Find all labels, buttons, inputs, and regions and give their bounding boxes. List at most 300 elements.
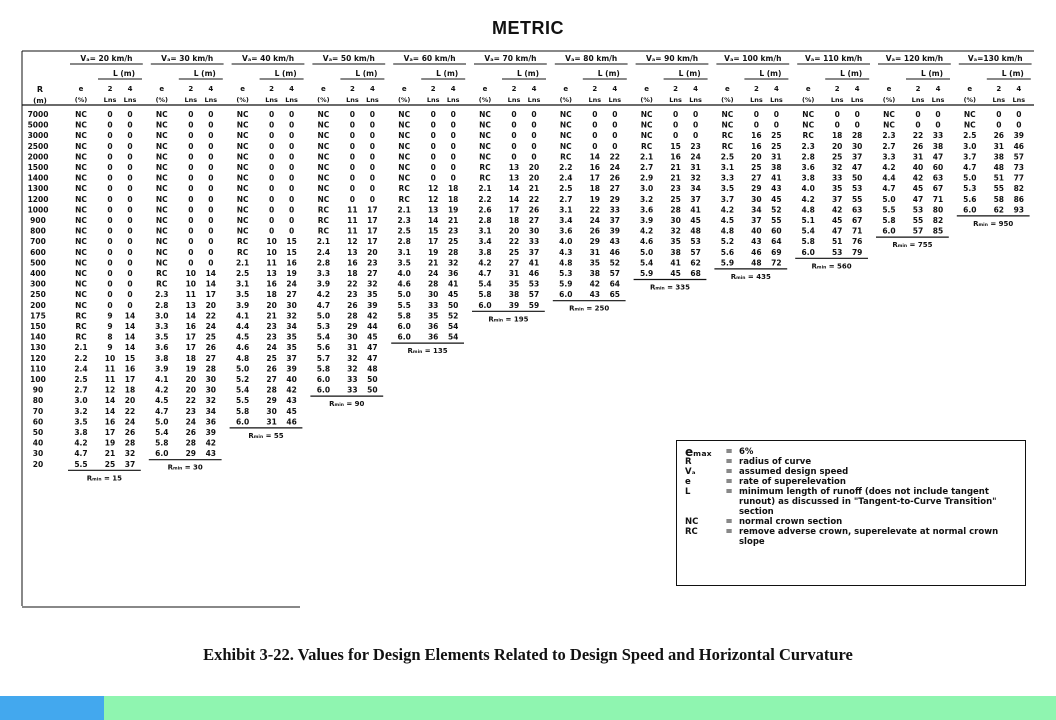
two-lane-runoff-value: 0 [107, 269, 113, 278]
two-lane-runoff-value: 22 [508, 237, 520, 247]
four-lane-runoff-value: 24 [286, 279, 297, 289]
two-lane-runoff-value: 0 [107, 141, 113, 151]
two-lane-runoff-value: 20 [751, 152, 762, 162]
superelevation-unit-header: (%) [236, 96, 249, 104]
four-lane-runoff-value: 68 [690, 269, 701, 278]
four-lane-runoff-value: 52 [771, 205, 782, 215]
two-lane-runoff-value: 27 [266, 375, 277, 384]
legend-symbol: e [685, 477, 691, 487]
four-lane-runoff-value: 0 [288, 226, 295, 236]
superelevation-value: 3.3 [155, 322, 169, 331]
four-lane-runoff-value: 0 [854, 110, 860, 119]
legend-equals: = [725, 477, 733, 487]
two-lane-runoff-value: 11 [104, 375, 116, 384]
four-lane-runoff-value: 86 [1013, 194, 1025, 204]
two-lane-runoff-value: 62 [993, 205, 1005, 215]
superelevation-value: 3.8 [801, 173, 815, 183]
rmin-label: Rₘᵢₙ = 15 [86, 474, 123, 483]
four-lane-runoff-value: 37 [286, 353, 297, 363]
two-lane-runoff-value: 26 [993, 131, 1005, 141]
four-lane-runoff-value: 22 [205, 311, 217, 321]
radius-value: 50 [32, 428, 44, 437]
two-lane-runoff-value: 51 [993, 173, 1005, 183]
four-lane-runoff-value: 0 [127, 110, 133, 119]
four-lane-runoff-value: 62 [690, 258, 701, 268]
two-lane-runoff-value: 33 [347, 385, 358, 395]
four-lane-runoff-value: 0 [127, 226, 133, 236]
footer-band-left [0, 696, 104, 720]
two-lane-runoff-value: 16 [751, 141, 762, 151]
rmin-label: Rₘᵢₙ = 30 [167, 463, 203, 472]
two-lane-runoff-value: 37 [751, 216, 762, 225]
two-lane-runoff-value: 23 [185, 406, 197, 416]
radius-value: 7000 [27, 110, 49, 119]
superelevation-value: NC [802, 120, 815, 130]
superelevation-value: 5.9 [559, 279, 573, 289]
superelevation-value: NC [75, 279, 87, 289]
two-lane-runoff-value: 0 [268, 205, 275, 215]
two-lane-runoff-value: 34 [751, 205, 762, 215]
superelevation-value: RC [75, 332, 87, 342]
four-lane-runoff-value: 22 [528, 194, 540, 204]
four-lane-runoff-value: 43 [286, 396, 297, 406]
superelevation-value: RC [479, 173, 491, 183]
four-lane-runoff-value: 22 [609, 152, 621, 162]
two-lane-unit-header: Lns [750, 96, 763, 104]
four-lane-runoff-value: 67 [851, 216, 863, 225]
superelevation-value: 2.1 [235, 258, 250, 268]
two-lane-runoff-value: 28 [185, 438, 197, 448]
superelevation-value: NC [398, 120, 411, 130]
superelevation-value: 5.0 [155, 417, 169, 427]
superelevation-value: 3.1 [478, 226, 492, 236]
rmin-label: Rₘᵢₙ = 560 [811, 262, 852, 271]
superelevation-value: 5.4 [235, 385, 250, 395]
four-lane-runoff-value: 0 [127, 131, 133, 141]
superelevation-unit-header: (%) [882, 96, 896, 104]
speed-header: Vₐ= 90 km/h [645, 54, 699, 63]
two-lane-runoff-value: 14 [427, 216, 439, 225]
four-lane-runoff-value: 18 [447, 194, 459, 204]
four-lane-runoff-value: 69 [771, 247, 782, 257]
superelevation-value: NC [75, 237, 87, 247]
radius-value: 800 [30, 226, 46, 236]
two-lane-runoff-value: 25 [104, 459, 116, 469]
superelevation-value: 5.8 [882, 216, 896, 225]
two-lane-runoff-value: 21 [266, 311, 277, 321]
four-lane-runoff-value: 82 [932, 216, 944, 225]
four-lane-runoff-value: 25 [447, 237, 459, 247]
speed-header: Vₐ= 120 km/h [885, 54, 944, 63]
radius-value: 100 [30, 375, 46, 384]
four-lane-runoff-value: 22 [124, 406, 136, 416]
four-lane-runoff-value: 0 [612, 131, 618, 141]
two-lane-runoff-value: 23 [266, 332, 277, 342]
four-lane-runoff-value: 0 [288, 110, 295, 119]
superelevation-value: 4.5 [720, 216, 735, 225]
two-lane-runoff-value: 0 [188, 152, 194, 162]
superelevation-value: 2.1 [74, 343, 88, 353]
two-lane-runoff-value: 0 [107, 300, 113, 310]
superelevation-value: NC [317, 184, 330, 194]
four-lane-runoff-value: 67 [932, 184, 944, 194]
four-lane-runoff-value: 0 [208, 173, 214, 183]
two-lane-runoff-value: 0 [188, 216, 194, 225]
two-lane-runoff-value: 11 [266, 258, 277, 268]
four-lane-runoff-value: 42 [367, 311, 378, 321]
two-lane-runoff-value: 58 [993, 194, 1005, 204]
superelevation-value: NC [721, 120, 734, 130]
four-lane-runoff-value: 42 [205, 438, 217, 448]
radius-value: 1200 [27, 194, 49, 204]
superelevation-value: RC [398, 184, 410, 194]
superelevation-value: NC [398, 110, 411, 119]
superelevation-value: RC [479, 163, 491, 172]
two-lane-runoff-value: 20 [185, 385, 197, 395]
superelevation-value: RC [75, 311, 87, 321]
legend-equals: = [725, 457, 733, 467]
four-lane-runoff-value: 0 [450, 152, 456, 162]
four-lane-runoff-value: 0 [369, 194, 376, 204]
four-lane-runoff-value: 27 [609, 184, 621, 194]
four-lane-runoff-value: 0 [127, 120, 133, 130]
four-lane-runoff-value: 0 [935, 120, 941, 130]
two-lane-runoff-value: 9 [107, 322, 113, 331]
two-lane-runoff-value: 0 [430, 141, 436, 151]
two-lane-runoff-value: 11 [104, 364, 116, 374]
four-lane-runoff-value: 0 [288, 216, 295, 225]
two-lane-runoff-value: 33 [347, 375, 358, 384]
two-lane-runoff-value: 38 [508, 290, 520, 300]
four-lane-runoff-value: 14 [205, 279, 217, 289]
two-lane-runoff-value: 0 [349, 194, 356, 204]
four-lane-runoff-value: 28 [851, 131, 863, 141]
two-lane-header: 2 [511, 85, 517, 93]
two-lane-runoff-value: 0 [511, 110, 517, 119]
superelevation-value: NC [236, 205, 249, 215]
four-lane-runoff-value: 26 [205, 343, 217, 353]
superelevation-value: 5.0 [963, 173, 977, 183]
two-lane-runoff-value: 0 [107, 258, 113, 268]
legend-row [685, 517, 1017, 527]
superelevation-value: 3.0 [74, 396, 88, 406]
two-lane-runoff-value: 18 [831, 131, 843, 141]
four-lane-runoff-value: 41 [447, 279, 459, 289]
superelevation-value: NC [236, 226, 249, 236]
superelevation-value: NC [963, 110, 976, 119]
four-lane-runoff-value: 0 [208, 205, 214, 215]
runoff-length-header: L (m) [1001, 69, 1024, 78]
two-lane-runoff-value: 12 [347, 237, 358, 247]
four-lane-runoff-value: 24 [609, 163, 621, 172]
four-lane-runoff-value: 82 [1013, 184, 1025, 194]
two-lane-runoff-value: 45 [912, 184, 924, 194]
rmin-label: Rₘᵢₙ = 135 [407, 347, 448, 356]
four-lane-runoff-value: 37 [851, 152, 863, 162]
two-lane-runoff-value: 48 [751, 258, 762, 268]
superelevation-value: NC [236, 173, 249, 183]
superelevation-value: RC [317, 226, 330, 236]
superelevation-value: 2.5 [559, 184, 573, 194]
superelevation-value: 5.7 [316, 353, 331, 363]
legend-row [685, 527, 1017, 547]
four-lane-unit-header: Lns [123, 96, 137, 104]
four-lane-runoff-value: 0 [773, 110, 780, 119]
four-lane-runoff-value: 55 [851, 194, 863, 204]
superelevation-unit-header: (%) [721, 96, 734, 104]
rmin-label: Rₘᵢₙ = 435 [730, 272, 771, 281]
four-lane-runoff-value: 0 [127, 216, 133, 225]
two-lane-runoff-value: 33 [427, 300, 439, 310]
rmin-label: Rₘᵢₙ = 55 [248, 431, 284, 440]
superelevation-value: 3.8 [74, 428, 88, 437]
two-lane-runoff-value: 38 [589, 269, 601, 278]
two-lane-runoff-value: 25 [670, 194, 681, 204]
two-lane-runoff-value: 55 [912, 216, 924, 225]
radius-value: 250 [30, 290, 46, 300]
runoff-length-header: L (m) [840, 69, 863, 78]
two-lane-runoff-value: 0 [107, 163, 113, 172]
four-lane-runoff-value: 0 [127, 279, 133, 289]
two-lane-runoff-value: 0 [996, 110, 1002, 119]
four-lane-runoff-value: 27 [367, 269, 378, 278]
superelevation-value: 3.6 [801, 163, 815, 172]
four-lane-runoff-value: 45 [367, 332, 378, 342]
superelevation-value: NC [479, 120, 491, 130]
legend-description: assumed design speed [739, 467, 849, 477]
two-lane-runoff-value: 0 [672, 120, 679, 130]
four-lane-runoff-value: 0 [208, 141, 214, 151]
two-lane-runoff-value: 30 [751, 194, 762, 204]
two-lane-runoff-value: 39 [508, 300, 520, 310]
four-lane-runoff-value: 16 [124, 364, 136, 374]
superelevation-value: 5.4 [801, 226, 815, 236]
two-lane-runoff-value: 0 [268, 184, 275, 194]
superelevation-value: NC [883, 120, 895, 130]
radius-value: 70 [32, 406, 44, 416]
legend-emax-row [685, 447, 1017, 457]
four-lane-runoff-value: 0 [208, 110, 214, 119]
superelevation-value: 2.4 [74, 364, 88, 374]
runoff-length-header: L (m) [112, 69, 136, 78]
four-lane-runoff-value: 14 [124, 343, 136, 353]
superelevation-value: RC [721, 141, 734, 151]
two-lane-header: 2 [592, 85, 598, 93]
radius-value: 30 [32, 449, 44, 459]
superelevation-value: 4.2 [478, 258, 492, 268]
legend-symbol: RC [685, 527, 698, 537]
legend-row [685, 457, 1017, 467]
two-lane-runoff-value: 32 [347, 353, 358, 363]
two-lane-runoff-value: 0 [349, 152, 356, 162]
two-lane-runoff-value: 57 [912, 226, 924, 236]
four-lane-runoff-value: 0 [450, 173, 456, 183]
superelevation-value: 3.6 [639, 205, 654, 215]
two-lane-runoff-value: 0 [430, 173, 436, 183]
four-lane-unit-header: Lns [1012, 96, 1026, 104]
superelevation-value: NC [155, 163, 168, 172]
four-lane-runoff-value: 15 [124, 353, 136, 363]
two-lane-runoff-value: 23 [347, 290, 358, 300]
four-lane-runoff-value: 0 [369, 120, 376, 130]
two-lane-unit-header: Lns [507, 96, 521, 104]
four-lane-runoff-value: 41 [690, 205, 701, 215]
four-lane-runoff-value: 29 [609, 194, 621, 204]
two-lane-runoff-value: 0 [188, 163, 194, 172]
two-lane-runoff-value: 41 [670, 258, 681, 268]
superelevation-value: 6.0 [235, 417, 250, 427]
two-lane-runoff-value: 21 [670, 173, 681, 183]
two-lane-runoff-value: 19 [104, 438, 116, 448]
four-lane-runoff-value: 45 [771, 194, 782, 204]
superelevation-value: 3.3 [720, 173, 735, 183]
four-lane-runoff-value: 0 [612, 110, 618, 119]
four-lane-unit-header: Lns [446, 96, 460, 104]
superelevation-value: RC [75, 322, 87, 331]
superelevation-value: 3.8 [155, 353, 169, 363]
radius-value: 600 [30, 247, 46, 257]
superelevation-value: NC [75, 194, 87, 204]
two-lane-runoff-value: 35 [508, 279, 520, 289]
superelevation-value: 2.8 [801, 152, 815, 162]
two-lane-runoff-value: 0 [188, 194, 194, 204]
two-lane-runoff-value: 0 [915, 110, 921, 119]
four-lane-runoff-value: 20 [528, 163, 540, 172]
superelevation-value: 4.8 [235, 353, 250, 363]
four-lane-runoff-value: 0 [288, 141, 295, 151]
four-lane-runoff-value: 0 [208, 258, 214, 268]
two-lane-runoff-value: 0 [753, 110, 760, 119]
superelevation-value: NC [75, 226, 87, 236]
superelevation-value: NC [802, 110, 815, 119]
four-lane-runoff-value: 0 [127, 258, 133, 268]
two-lane-unit-header: Lns [346, 96, 359, 104]
two-lane-runoff-value: 22 [185, 396, 197, 406]
four-lane-header: 4 [693, 85, 699, 93]
superelevation-header: e [78, 85, 84, 93]
radius-value: 90 [32, 385, 44, 395]
two-lane-runoff-value: 35 [831, 184, 843, 194]
superelevation-value: NC [75, 269, 87, 278]
radius-value: 2500 [27, 141, 49, 151]
two-lane-header: 2 [349, 85, 355, 93]
superelevation-header: e [321, 85, 326, 93]
two-lane-runoff-value: 0 [349, 173, 356, 183]
four-lane-runoff-value: 15 [286, 237, 297, 247]
four-lane-runoff-value: 0 [288, 194, 295, 204]
two-lane-runoff-value: 30 [427, 290, 439, 300]
superelevation-value: 3.7 [963, 152, 977, 162]
four-lane-runoff-value: 0 [369, 173, 376, 183]
four-lane-runoff-value: 39 [286, 364, 297, 374]
runoff-length-header: L (m) [193, 69, 216, 78]
four-lane-runoff-value: 59 [528, 300, 540, 310]
two-lane-runoff-value: 0 [268, 173, 275, 183]
two-lane-runoff-value: 0 [188, 141, 194, 151]
superelevation-value: RC [236, 247, 249, 257]
superelevation-value: NC [317, 194, 330, 204]
two-lane-runoff-value: 28 [347, 311, 358, 321]
two-lane-runoff-value: 31 [912, 152, 924, 162]
four-lane-runoff-value: 37 [609, 216, 621, 225]
superelevation-unit-header: (%) [478, 96, 492, 104]
superelevation-value: 5.9 [720, 258, 735, 268]
superelevation-value: 3.5 [720, 184, 735, 194]
superelevation-value: NC [155, 120, 168, 130]
superelevation-unit-header: (%) [559, 96, 573, 104]
two-lane-runoff-value: 12 [427, 184, 439, 194]
two-lane-runoff-value: 24 [266, 343, 277, 353]
four-lane-runoff-value: 23 [367, 258, 378, 268]
four-lane-runoff-value: 33 [528, 237, 540, 247]
two-lane-runoff-value: 0 [268, 152, 275, 162]
four-lane-runoff-value: 33 [932, 131, 944, 141]
two-lane-runoff-value: 0 [107, 279, 113, 289]
two-lane-runoff-value: 53 [831, 247, 843, 257]
two-lane-runoff-value: 0 [430, 110, 436, 119]
two-lane-runoff-value: 9 [107, 343, 113, 353]
two-lane-runoff-value: 0 [268, 131, 275, 141]
four-lane-runoff-value: 0 [369, 163, 376, 172]
runoff-length-header: L (m) [920, 69, 944, 78]
superelevation-unit-header: (%) [801, 96, 815, 104]
four-lane-runoff-value: 20 [367, 247, 378, 257]
two-lane-runoff-value: 0 [511, 141, 517, 151]
superelevation-value: NC [640, 120, 653, 130]
page-title: METRIC [492, 18, 564, 38]
two-lane-runoff-value: 17 [589, 173, 601, 183]
two-lane-runoff-value: 0 [268, 110, 275, 119]
radius-value: 1400 [27, 173, 49, 183]
superelevation-value: NC [317, 173, 330, 183]
superelevation-value: 3.9 [235, 300, 250, 310]
superelevation-value: 2.8 [478, 216, 492, 225]
four-lane-runoff-value: 0 [450, 163, 456, 172]
four-lane-runoff-value: 17 [367, 237, 378, 247]
four-lane-runoff-value: 80 [932, 205, 944, 215]
superelevation-value: NC [75, 163, 87, 172]
four-lane-runoff-value: 0 [208, 184, 214, 194]
four-lane-runoff-value: 57 [690, 247, 701, 257]
radius-value: 150 [30, 322, 46, 331]
radius-value: 5000 [27, 120, 49, 130]
four-lane-runoff-value: 0 [288, 173, 295, 183]
two-lane-runoff-value: 16 [104, 417, 116, 427]
four-lane-runoff-value: 17 [367, 226, 378, 236]
superelevation-value: 4.5 [235, 332, 250, 342]
superelevation-value: RC [317, 205, 330, 215]
two-lane-unit-header: Lns [184, 96, 198, 104]
two-lane-runoff-value: 53 [912, 205, 924, 215]
two-lane-runoff-value: 13 [266, 269, 277, 278]
four-lane-runoff-value: 47 [932, 152, 944, 162]
four-lane-runoff-value: 57 [528, 290, 540, 300]
two-lane-runoff-value: 40 [751, 226, 762, 236]
four-lane-runoff-value: 38 [932, 141, 944, 151]
two-lane-runoff-value: 11 [347, 226, 358, 236]
superelevation-value: NC [155, 258, 168, 268]
two-lane-runoff-value: 0 [592, 131, 598, 141]
four-lane-runoff-value: 0 [127, 300, 133, 310]
two-lane-runoff-value: 15 [670, 141, 681, 151]
four-lane-runoff-value: 24 [690, 152, 701, 162]
two-lane-runoff-value: 35 [589, 258, 601, 268]
radius-value: 1000 [27, 205, 49, 215]
legend-symbol: NC [685, 517, 699, 527]
four-lane-runoff-value: 32 [690, 173, 701, 183]
two-lane-runoff-value: 0 [349, 184, 356, 194]
four-lane-runoff-value: 72 [771, 258, 782, 268]
